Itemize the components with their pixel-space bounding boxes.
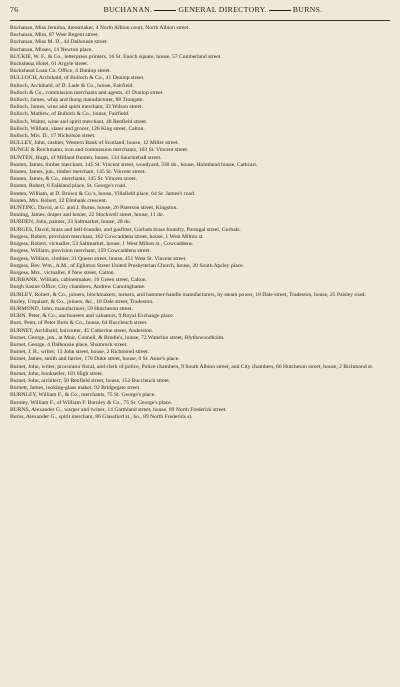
entry-name: Bunten, William, [10, 190, 49, 197]
entry-details: 4 Dalhousie place, Shamrock street. [45, 341, 128, 348]
entry-details: cabinetmaker, 10 Green street, Calton. [59, 277, 147, 284]
entry-details: auctioneers and valuators, 9 Royal Exchange place. [57, 313, 175, 320]
directory-entry [10, 371, 390, 378]
directory-entry [10, 284, 390, 291]
header-rule [10, 20, 390, 21]
entry-name: Bulloch & Co., [10, 89, 45, 96]
directory-entry [10, 400, 390, 407]
directory-entry [10, 32, 390, 39]
entry-name: Burley, Urquhart, & Co., [10, 298, 66, 305]
directory-entry [10, 90, 390, 97]
entry-name: Burns, Alexander G., [10, 413, 58, 420]
entry-name: Bulloch, William, [10, 125, 50, 132]
directory-entry [10, 414, 390, 421]
directory-entry [10, 126, 390, 133]
entry-details: of D. Lade & Co., house, Fairfield. [53, 82, 134, 89]
entry-details: 22 Elmbank crescent. [57, 197, 108, 204]
entry-details: smith and farrier, 170 Duke street, house, 6 St. Anne's place. [43, 356, 180, 363]
entry-name: Burn, Peter, [10, 320, 37, 327]
entry-details: victualler, 8 New street, Calton. [42, 269, 116, 276]
entry-name: BULLEY, John, [10, 140, 47, 147]
entry-details: draper and hosier, 22 Stockwell street, house, 11 do. [45, 212, 165, 219]
directory-entry [10, 407, 390, 414]
entry-details: cashier, Western Bank of Scotland, house, 12 Miller street. [46, 140, 179, 147]
entry-name: BUNTEN, Hugh, [10, 154, 50, 161]
entry-details: joiners, blockmakers, turners, and hammer-handle manufacturers, by steam power, 18 Dale street, Tradeston, house, 25 Paisley road. [67, 291, 366, 298]
directory-entry [10, 75, 390, 82]
entry-details: looking-glass maker, 92 Bridgegate street. [44, 385, 141, 392]
directory-entry [10, 306, 390, 313]
entry-details: architect, 50 Renfield street, house, 152 Buccleuch street. [40, 377, 171, 384]
entry-name: Bucksheaд Hotel, [10, 61, 50, 68]
directory-entry [10, 328, 390, 335]
entry-details: merchants, 75 St. George's place. [79, 392, 156, 399]
entry-details: writer, procurator fiscal, and clerk of police, Police chambers, 9 South Albion street, and City chambers, 66 Hutcheson street, house, 2 Richmond st. [40, 363, 374, 370]
entry-details: brass and bell-founder, and gasfitter, Gorbals brass foundry, Portugal street, Gorbals. [49, 226, 241, 233]
entry-name: BURN, Peter, & Co., [10, 313, 58, 320]
directory-entry [10, 219, 390, 226]
directory-entry [10, 198, 390, 205]
entry-name: BURDEN, John, [10, 219, 48, 226]
directory-entry [10, 256, 390, 263]
entry-details: slater and grocer, 126 King street, Calton. [49, 125, 145, 132]
entry-name: Bulloch, Mrs. D., [10, 133, 50, 140]
entry-name: Buchanan, Miss, [10, 32, 48, 39]
running-title-middle: GENERAL DIRECTORY. [178, 5, 267, 14]
entry-details: timber merchant, 145 St. Vincent street, woodyard, 330 do., house, Holmhead house, Cathcart. [44, 161, 258, 168]
directory-entry [10, 356, 390, 363]
entry-name: BUNTING, David, [10, 205, 54, 212]
directory-entry [10, 299, 390, 306]
entry-name: Buchanan, Miss M. D., [10, 39, 63, 46]
entry-name: Bunting, James, [10, 212, 46, 219]
entry-details: warper and twiner, 14 Garthland street, house, 89 North Frederick street. [62, 406, 227, 413]
entry-details: letterpress printers, 16 St. Enoch square, house, 57 Cumberland street. [63, 53, 222, 60]
entry-name: Burgess, William, [10, 255, 51, 262]
entry-details: City chambers, Andrew Cunninghame. [56, 284, 146, 291]
directory-entry [10, 111, 390, 118]
entry-name: Burnet, John, [10, 363, 40, 370]
entry-details: 14 Newton place. [52, 46, 93, 53]
entry-details: merchants, 145 St. Vincent street. [60, 176, 138, 183]
entry-name: Buchanan, Misses, [10, 46, 53, 53]
running-title-right: BURNS. [292, 5, 323, 14]
running-title-left: BUCHANAN. [103, 5, 153, 14]
page-header [10, 5, 390, 19]
entry-name: BUCKIE, W. F., & Co., [10, 53, 64, 60]
entry-details: timber merchant, 145 St. Vincent street. [55, 169, 146, 176]
entry-details: of William F. Burnley & Co., 75 St. George's place. [55, 399, 173, 406]
entry-name: BUNGE & Reichmann, [10, 147, 64, 154]
entry-name: BURMOND, John, [10, 305, 54, 312]
directory-entries [10, 25, 390, 421]
directory-entry [10, 378, 390, 385]
entry-name: BURNET, Archibald, [10, 327, 59, 334]
entry-name: Burnet, John, [10, 377, 40, 384]
entry-name: Burnet, George, [10, 341, 46, 348]
directory-entry [10, 176, 390, 183]
entry-name: Bulloch, Archibald, [10, 82, 54, 89]
entry-name: Burgess, William, [10, 248, 51, 255]
entry-name: Burnet, J. B., [10, 349, 40, 356]
entry-name: Bunten, James, & Co., [10, 176, 61, 183]
entry-details: at G. and J. Burns, house, 26 Paterson street, Kingston. [53, 205, 178, 212]
entry-details: at Muir, Connell, & Brodie's, house, 72 Waterloo street, Blythswoodholm. [57, 334, 225, 341]
entry-name: BURLEY, Robert, & Co., [10, 291, 68, 298]
entry-name: Burgess, Rev. Wm., A.M., [10, 262, 69, 269]
entry-name: Bulloch, Mathew, [10, 111, 50, 118]
directory-entry [10, 205, 390, 212]
directory-entry [10, 385, 390, 392]
directory-entry [10, 169, 390, 176]
directory-entry [10, 335, 390, 342]
entry-name: Bulloch, Walter, [10, 118, 47, 125]
entry-name: Burgess, Mrs., [10, 269, 43, 276]
directory-entry [10, 140, 390, 147]
entry-name: Burnet, John, [10, 370, 40, 377]
entry-details: commission merchants and agents, 41 Dunlop street. [44, 89, 164, 96]
entry-details: 17 Nicholson street. [49, 133, 96, 140]
directory-entry [10, 227, 390, 234]
entry-details: writer, 13 John street, house, 2 Richmond street. [39, 349, 149, 356]
entry-name: Burnet, George, jun., [10, 334, 58, 341]
directory-entry [10, 191, 390, 198]
entry-name: BURBANK, William, [10, 277, 60, 284]
directory-entry [10, 270, 390, 277]
entry-name: Bunten, James, [10, 161, 45, 168]
entry-name: Burnett, James, [10, 385, 45, 392]
entry-details: 87 West Regent street. [47, 32, 99, 39]
directory-entry [10, 263, 390, 270]
entry-details: 44 Dalhousie street. [62, 39, 109, 46]
entry-details: of Eglinton Street United Presbyterian Church, house, 20 South Apsley place. [68, 262, 245, 269]
entry-name: BURGES, David, [10, 226, 50, 233]
entry-name: Burnet, James, [10, 356, 44, 363]
directory-entry [10, 183, 390, 190]
directory-entry [10, 292, 390, 299]
directory-entry [10, 83, 390, 90]
entry-name: Buchanan, Miss Jemima, [10, 25, 67, 31]
page-number: 76 [10, 5, 19, 14]
entry-name: Bunten, Mrs. Robert, [10, 197, 58, 204]
entry-details: provision merchant, 159 Cowcaddens street. [50, 248, 151, 255]
entry-name: Bulloch, James, [10, 104, 46, 111]
entry-name: Burgh Sasine Office, [10, 284, 57, 291]
directory-entry [10, 155, 390, 162]
directory-entry [10, 25, 390, 32]
running-title [36, 5, 390, 14]
directory-entry [10, 39, 390, 46]
entry-details: dressmaker, 4 North Albion court, North Albion street. [66, 25, 190, 31]
entry-details: of Bulloch & Co., 41 Dunlop street. [62, 75, 145, 82]
entry-details: of Bulloch & Co., house, Fairfield. [49, 111, 130, 118]
directory-entry [10, 97, 390, 104]
entry-details: of Milland Bunten, house, 134 Sauchiehall street. [49, 154, 162, 161]
directory-entry [10, 162, 390, 169]
entry-details: 61 Argyle street. [49, 61, 89, 68]
entry-details: whip and thong manufacturer, 88 Trongate. [45, 97, 144, 104]
entry-details: painter, 33 Saltmarket, house, 28 do. [47, 219, 132, 226]
directory-entry [10, 147, 390, 154]
entry-name: Bunten, James, jun., [10, 169, 56, 176]
entry-name: BULLOCH, Archibald, [10, 75, 63, 82]
directory-entry [10, 364, 390, 371]
entry-details: victualler, 53 Saltmarket, house, 1 West Milton st., Cowcaddens. [47, 241, 194, 248]
entry-name: Burgess, Robert, [10, 233, 48, 240]
entry-name: Burnley, William F., [10, 399, 56, 406]
entry-details: spirit merchant, 86 Glassford st., ho., 89 North Frederick st. [57, 413, 193, 420]
directory-entry [10, 320, 390, 327]
entry-name: BURNS, Alexander G., [10, 406, 63, 413]
entry-details: iron and commission merchants, 103 St. Vincent street. [63, 147, 189, 154]
directory-entry [10, 241, 390, 248]
entry-details: provision merchant, 162 Cowcaddens street, house, 1 West Milton st. [47, 233, 204, 240]
entry-name: Bulloch, James, [10, 97, 46, 104]
entry-name: BURNLEY, William F., & Co., [10, 392, 80, 399]
entry-name: Bunten, Robert, [10, 183, 46, 190]
directory-entry [10, 248, 390, 255]
entry-details: joiners, &c., 18 Dale street, Tradeston. [65, 298, 154, 305]
entry-details: manufacturer, 59 Hutcheson street. [53, 305, 133, 312]
directory-entry [10, 119, 390, 126]
entry-name: Buckshead Loan Co. Office, [10, 68, 74, 75]
directory-entry [10, 212, 390, 219]
directory-entry [10, 47, 390, 54]
entry-name: Burgess, Robert, [10, 241, 48, 248]
entry-details: wine and spirit merchant, 48 Renfield street. [46, 118, 148, 125]
title-dash [269, 10, 291, 11]
directory-entry [10, 234, 390, 241]
directory-entry [10, 54, 390, 61]
entry-details: 4 Dunlop street. [73, 68, 112, 75]
directory-entry [10, 342, 390, 349]
entry-details: 6 Falkland place, St. George's road. [45, 183, 127, 190]
entry-details: at D. Brown & Co.'s, house, Villafield place, 64 St. James's road. [48, 190, 196, 197]
entry-details: clothier, 31 Queen street, house, 451 West St. Vincent street. [50, 255, 187, 262]
title-dash [154, 10, 176, 11]
entry-details: wine and spirit merchant, 33 Wilson street. [45, 104, 143, 111]
entry-details: haircutter, 45 Catherine street, Anderston. [58, 327, 154, 334]
entry-details: of Peter Burn & Co., house, 64 Buccleuch street. [36, 320, 148, 327]
entry-details: bookseller, 181 High street. [40, 370, 104, 377]
directory-entry [10, 392, 390, 399]
